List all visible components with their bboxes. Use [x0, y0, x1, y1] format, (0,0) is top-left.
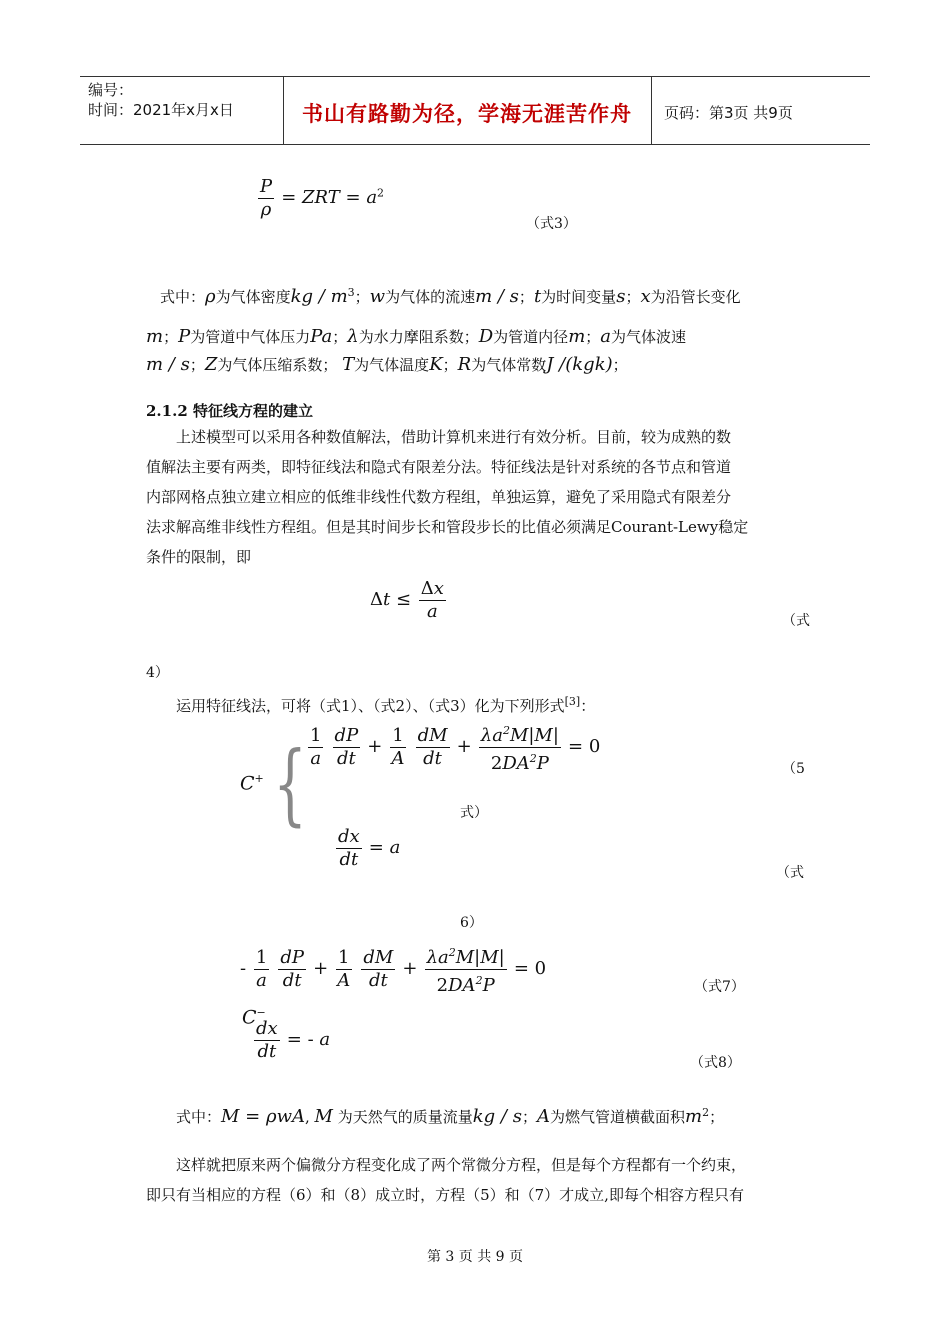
paragraph-1-line: 值解法主要有两类，即特征线法和隐式有限差分法。特征线法是针对系统的各节点和管道: [146, 458, 732, 476]
equation-7: - $\frac{1}{a}$ $\frac{dP}{dt}$ + $\frac{1}{A}$ $\frac{dM}{dt}$ + $\frac{\lambda a^2M|M|}{2DA^2P}$ = 0: [240, 942, 546, 997]
footer-page-number: 第 3 页 共 9 页: [426, 1249, 524, 1265]
equation-5: $\frac{1}{a}$ $\frac{dP}{dt}$ + $\frac{1}{A}$ $\frac{dM}{dt}$ + $\frac{\lambda a^2M|M|}{2DA^2P}$ = 0: [306, 720, 600, 775]
symbols-line-2: m；P为管道中气体压力Pa；λ为水力摩阻系数；D为管道内径m；a为气体波速: [146, 326, 687, 347]
paragraph-3-line: 这样就把原来两个偏微分方程变化成了两个常微分方程，但是每个方程都有一个约束，: [176, 1156, 747, 1174]
equation-8-label: （式8）: [690, 1055, 741, 1071]
equation-5-label-a: （5: [782, 761, 805, 777]
header-time-label: 时间：2021年x月x日: [88, 101, 234, 119]
header-divider-2: [651, 76, 652, 144]
paragraph-2: 运用特征线法，可将（式1）、（式2）、（式3）化为下列形式[3]：: [176, 695, 596, 715]
paragraph-1-line: 内部网格点独立建立相应的低维非线性代数方程组，单独运算，避免了采用隐式有限差分: [146, 488, 732, 506]
header-top-rule: [80, 76, 870, 77]
paragraph-3: [146, 1150, 826, 1210]
equation-6-label-b: 6）: [460, 915, 483, 931]
equation-6-label-a: （式: [776, 865, 804, 881]
paragraph-1-line: 上述模型可以采用各种数值解法，借助计算机来进行有效分析。目前，较为成熟的数: [176, 428, 732, 446]
where-line-2: 式中：M = ρwA, M 为天然气的质量流量kg / s；A为燃气管道横截面积$m^2$；: [176, 1106, 725, 1127]
symbols-line-3: m / s；Z为气体压缩系数； T为气体温度K；R为气体常数J /(kgk)；: [146, 354, 628, 375]
header-number-label: 编号：: [88, 81, 134, 99]
header-page-code: 页码：第3页 共9页: [664, 104, 793, 122]
c-plus-label: C+: [240, 772, 264, 795]
equation-7-label: （式7）: [694, 979, 745, 995]
paragraph-3-line: 即只有当相应的方程（6）和（8）成立时，方程（5）和（7）才成立,即每个相容方程只有: [146, 1186, 744, 1204]
c-plus-brace: {: [273, 732, 307, 835]
equation-3-label: （式3）: [526, 216, 577, 232]
equation-4: Δt ≤ $\frac{\Delta x}{a}$: [370, 578, 444, 622]
section-heading: 2.1.2 特征线方程的建立: [146, 402, 313, 420]
c-minus-label: C−: [242, 1006, 266, 1029]
header-motto: 书山有路勤为径，学海无涯苦作舟: [302, 102, 632, 126]
symbols-line-1: 式中：ρ为气体密度kg / $m^3$；w为气体的流速m / s；t为时间变量s；x为沿管长变化: [160, 286, 741, 307]
equation-5-label-b: 式）: [460, 805, 488, 821]
header-divider-1: [283, 76, 284, 144]
header-bottom-rule: [80, 144, 870, 145]
equation-4-label-b: 4）: [146, 665, 169, 681]
equation-8: $\frac{dx}{dt}$ = - a: [256, 1018, 331, 1062]
equation-6: $\frac{dx}{dt}$ = a: [338, 826, 401, 870]
equation-4-label-a: （式: [782, 613, 810, 629]
paragraph-1: [146, 422, 826, 572]
equation-3: $\frac{P}{\rho}$ = ZRT = $a^2$: [260, 176, 385, 220]
paragraph-1-line: 法求解高维非线性方程组。但是其时间步长和管段步长的比值必须满足Courant-Lewy稳定: [146, 518, 749, 536]
paragraph-1-line: 条件的限制，即: [146, 548, 252, 566]
